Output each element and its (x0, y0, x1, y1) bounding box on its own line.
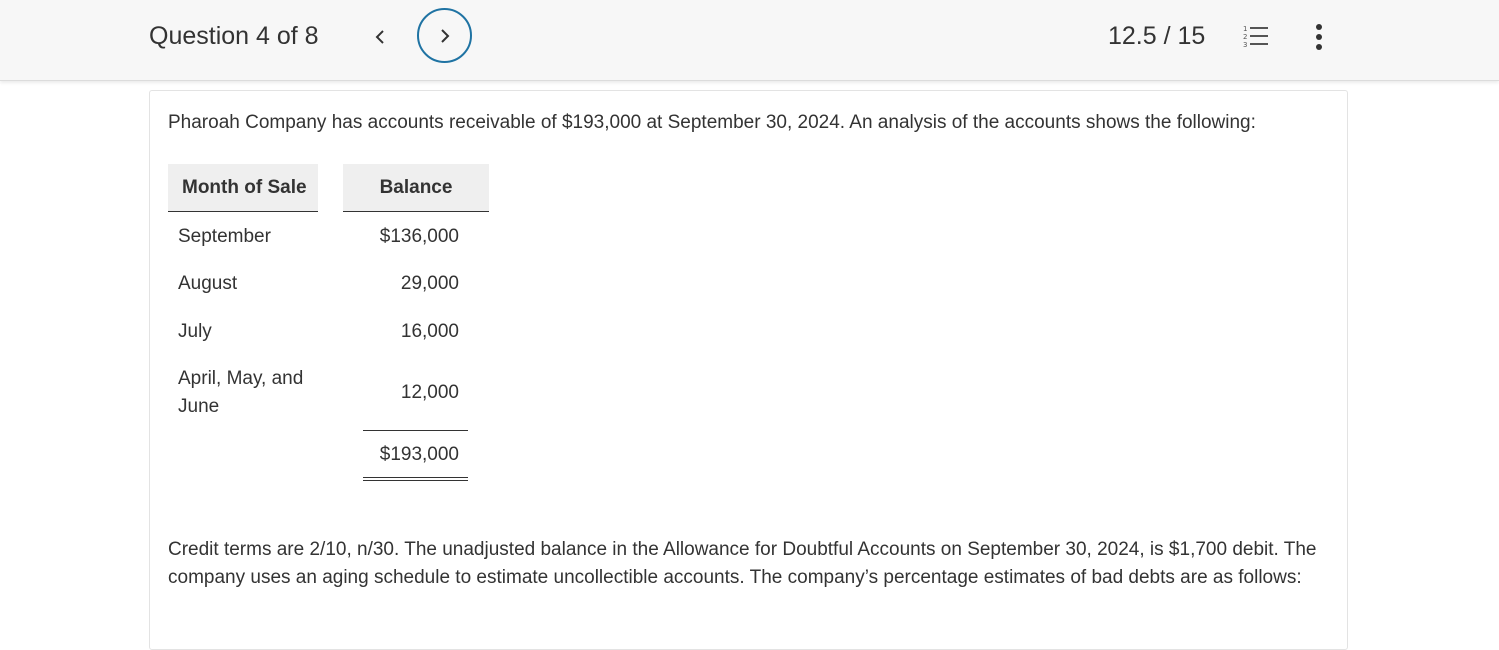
vertical-ellipsis-icon (1305, 20, 1333, 54)
table-total-balance: $193,000 (379, 444, 459, 465)
next-question-button[interactable] (417, 8, 472, 63)
table-cell-month: April, May, and June (178, 368, 304, 417)
table-cell-balance: $136,000 (379, 226, 459, 247)
more-options-button[interactable] (1305, 20, 1333, 54)
score-display: 12.5 / 15 (1108, 22, 1206, 50)
subtotal-rule (363, 430, 468, 431)
table-cell-month: August (178, 273, 238, 294)
table-header-balance: Balance (343, 164, 489, 212)
table-cell-month: July (178, 321, 212, 342)
total-double-rule (363, 477, 468, 481)
table-cell-month: September (178, 226, 271, 247)
svg-text:1: 1 (1243, 25, 1248, 33)
table-cell-balance: 12,000 (400, 382, 459, 403)
table-header-month: Month of Sale (168, 164, 318, 212)
svg-text:3: 3 (1243, 41, 1248, 49)
question-intro-text: Pharoah Company has accounts receivable of $193,000 at September 30, 2024. An analysis of the accounts shows the following: (168, 112, 1256, 133)
chevron-right-icon (439, 28, 451, 44)
previous-question-button[interactable] (366, 22, 394, 52)
table-cell-balance: 16,000 (400, 321, 459, 342)
table-cell-balance: 29,000 (400, 273, 459, 294)
question-paragraph-2: Credit terms are 2/10, n/30. The unadjusted balance in the Allowance for Doubtful Accounts on September 30, 2024, is $1,700 debit. The company uses an aging schedule to estimate uncollectible accounts. The company’s percentage estimates of bad debts are as follows: (168, 539, 1317, 588)
chevron-left-icon (374, 29, 386, 45)
numbered-list-icon (1242, 23, 1272, 51)
question-list-button[interactable] (1242, 23, 1272, 51)
svg-text:2: 2 (1243, 33, 1248, 41)
top-navigation-bar (0, 0, 1499, 81)
question-counter: Question 4 of 8 (149, 22, 319, 50)
